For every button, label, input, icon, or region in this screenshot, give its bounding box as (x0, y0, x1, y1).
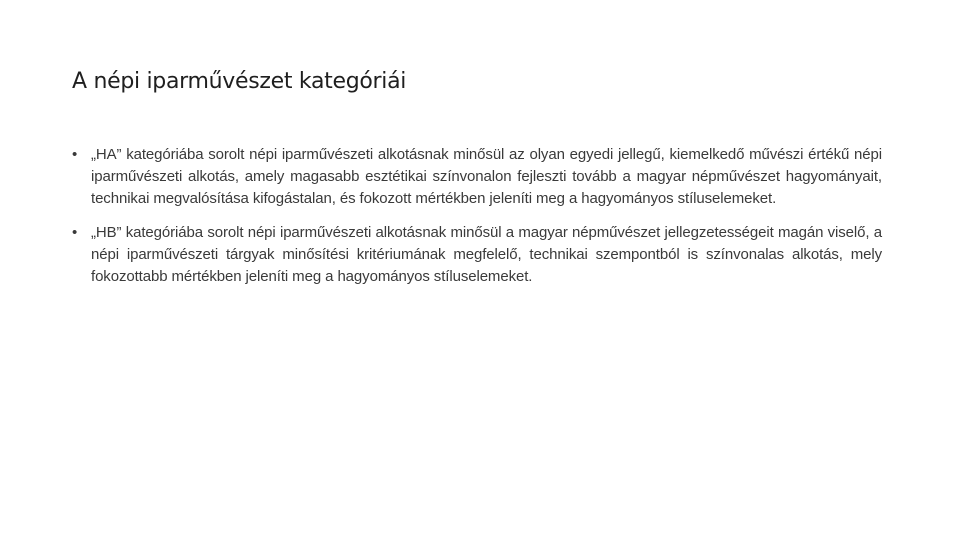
bullet-item-ha (72, 144, 882, 210)
bullet-item-hb (72, 222, 882, 288)
bullet-dot-icon: • (72, 224, 78, 241)
bullet-text: „HA” kategóriába sorolt népi iparművészeti alkotásnak minősül az olyan egyedi jellegű, kiemelkedő művészi értékű népi iparművészeti alkotás, amely magasabb esztétikai színvonalon fejleszti tovább a magyar népművészet hagyományait, technikai megvalósítása kifogástalan, és fokozott mértékben jeleníti meg a hagyományos stíluselemeket. (91, 146, 882, 207)
bullet-list (72, 144, 882, 300)
slide-title: A népi iparművészet kategóriái (72, 69, 407, 94)
bullet-dot-icon: • (72, 146, 78, 163)
bullet-text: „HB” kategóriába sorolt népi iparművészeti alkotásnak minősül a magyar népművészet jellegzetességeit magán viselő, a népi iparművészeti tárgyak minősítési kritériumának megfelelő, technikai szempontból is színvonalas alkotás, mely fokozottabb mértékben jeleníti meg a hagyományos stíluselemeket. (91, 224, 882, 285)
